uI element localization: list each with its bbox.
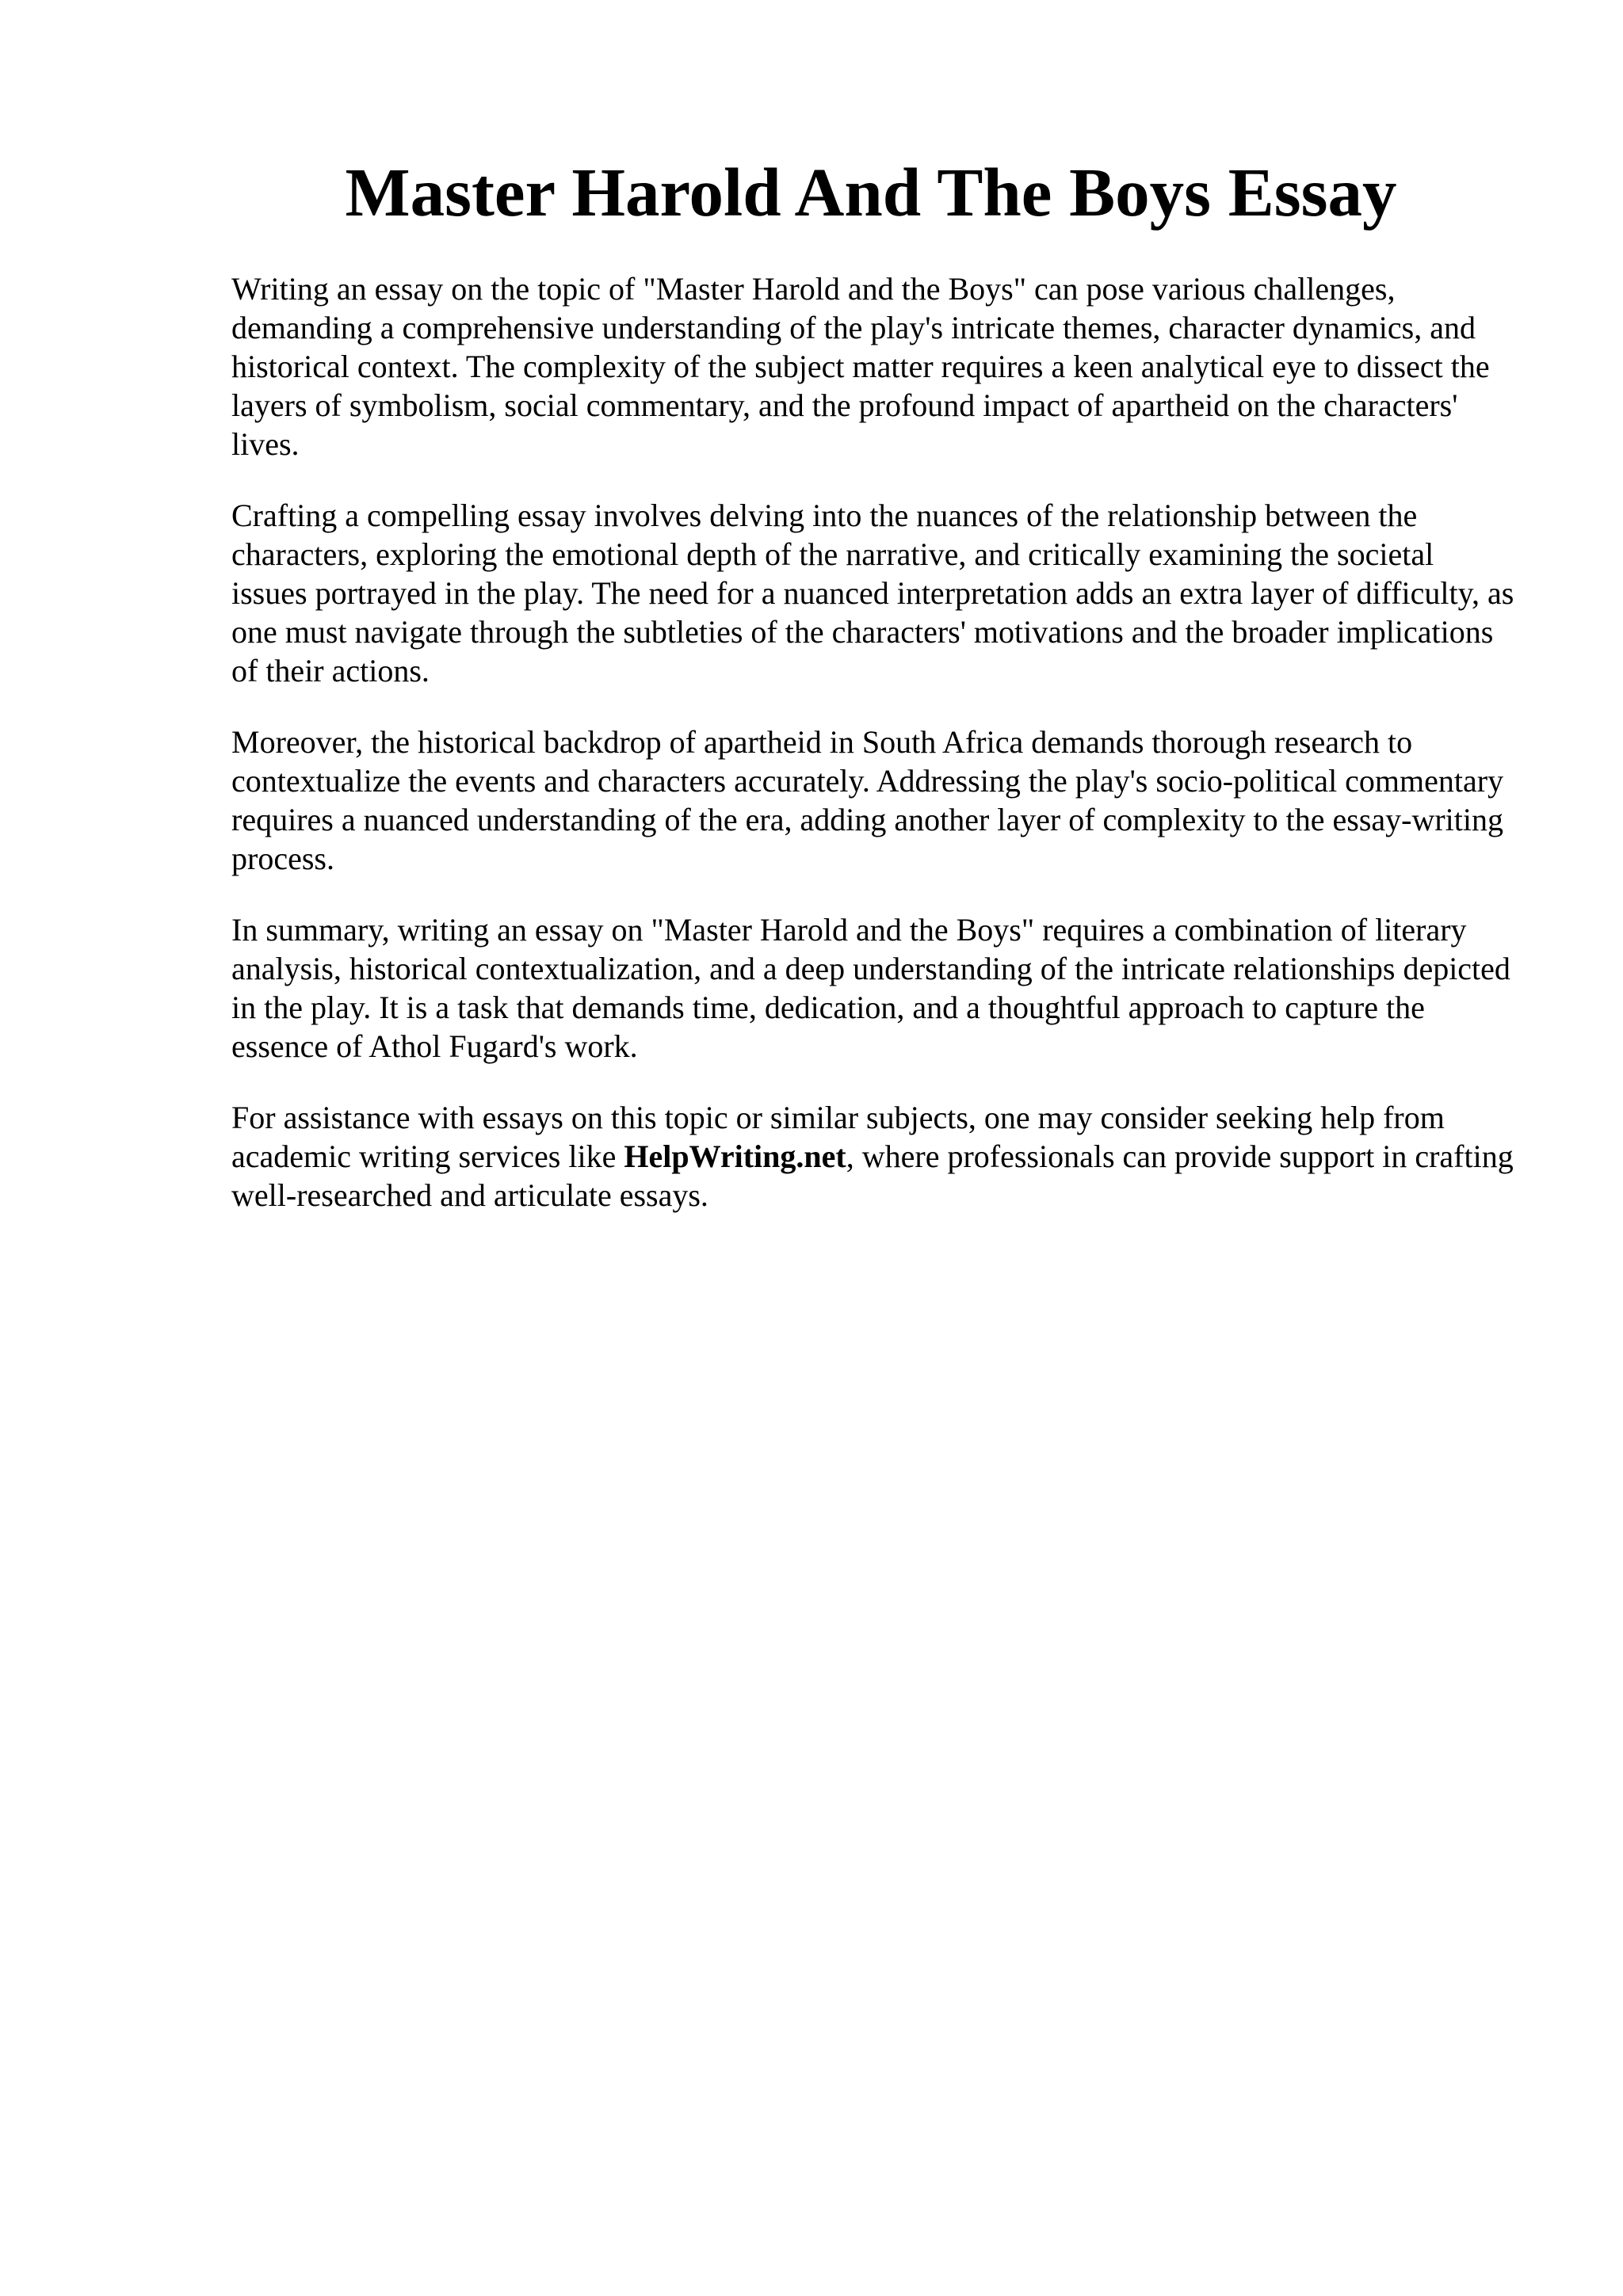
paragraph-summary: In summary, writing an essay on "Master Harold and the Boys" requires a combination of literary analysis, historical contextualization, and a deep understanding of the intricate relationships depicted in the play. It is a task that demands time, dedication, and a thoughtful approach to capture the essence of Athol Fugard's work. [231, 912, 1510, 1064]
paragraph-historical: Moreover, the historical backdrop of apartheid in South Africa demands thorough research to contextualize the events and characters accurately. Addressing the play's socio-political commentary requires a nuanced understanding of the era, adding another layer of complexity to the essay-writing process. [231, 724, 1504, 876]
document-title: Master Harold And The Boys Essay [345, 154, 1397, 231]
paragraph-intro: Writing an essay on the topic of "Master Harold and the Boys" can pose various challenges, demanding a comprehensive understanding of the play's intricate themes, character dynamics, and historical context. The complexity of the subject matter requires a keen analytical eye to dissect the layers of symbolism, social commentary, and the profound impact of apartheid on the characters' lives. [231, 271, 1490, 462]
helpwriting-link[interactable]: HelpWriting.net [624, 1138, 846, 1174]
closing-text-before: For assistance with essays on this topic or similar subjects, one may consider seeking help from academic writing services like [231, 1100, 1445, 1174]
paragraph-closing [231, 1098, 1515, 1215]
closing-text-after: , where professionals can provide support in crafting well-researched and articulate essays. [231, 1138, 1514, 1213]
document-body [231, 269, 1515, 1247]
paragraph-crafting: Crafting a compelling essay involves delving into the nuances of the relationship between the characters, exploring the emotional depth of the narrative, and critically examining the societal issues portrayed in the play. The need for a nuanced interpretation adds an extra layer of difficulty, as one must navigate through the subtleties of the characters' motivations and the broader implications of their actions. [231, 498, 1514, 688]
